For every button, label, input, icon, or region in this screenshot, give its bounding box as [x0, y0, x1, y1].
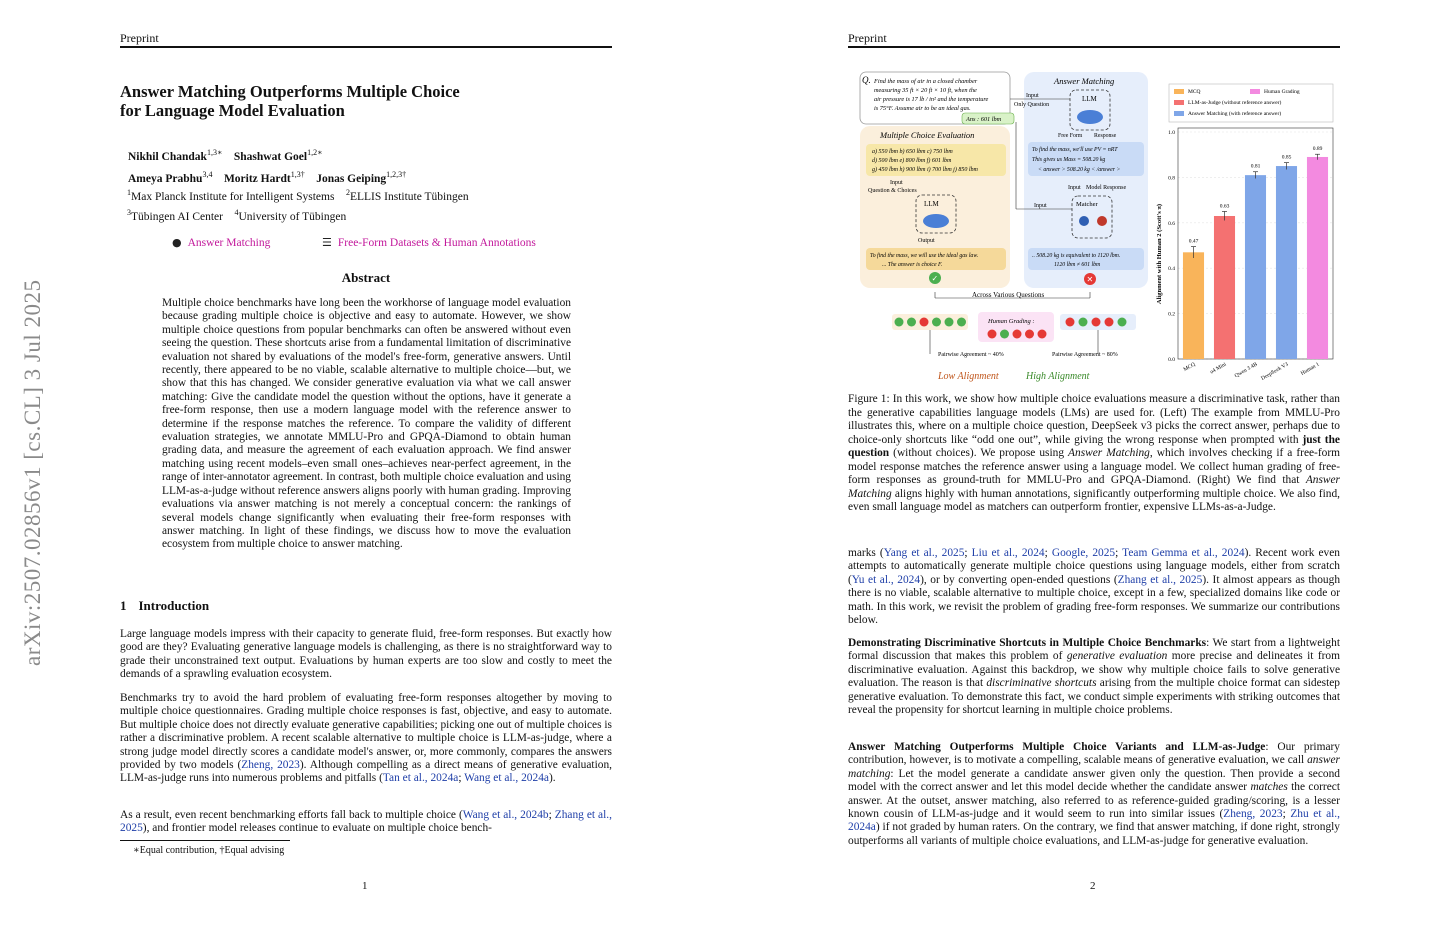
citation-link[interactable]: Zhu et al., 2024a: [848, 808, 1340, 834]
body-paragraph: [848, 547, 1340, 627]
bar: [1245, 175, 1266, 359]
running-head: Preprint: [848, 31, 887, 45]
bar: [1183, 252, 1204, 359]
mc-output-line: ... The answer is choice F.: [882, 262, 943, 268]
am-input-label: Input: [1026, 93, 1039, 99]
citation-link[interactable]: Yang et al., 2025: [883, 547, 965, 559]
alignment-chart: [1156, 84, 1333, 382]
legend-entry: MCQ: [1188, 89, 1201, 95]
data-label: 0.89: [1312, 146, 1323, 153]
question-line: is 75°F. Assume air to be an ideal gas.: [874, 105, 971, 112]
bold-run: Demonstrating Discriminative Shortcuts in Multiple Choice Benchmarks: [848, 637, 1207, 649]
check-icon: [1000, 330, 1009, 339]
abstract-text: Multiple choice benchmarks have long been the workhorse of language model evaluation because grading multiple choice is objective and easy to automate. However, we show multiple choice questions from popular benchmarks can often be answered without even seeing the question. These shortcuts arise from a fundamental limitation of discriminative evaluation not shared by evaluations of the model's free-form, generative answers. Until recently, there appeared to be no viable, scalable alternative to multiple choice—but, we show that this has changed. We consider generative evaluation via what we call answer matching: Give the candidate model the question without the options, have it generate a free-form response, then use a modern language model with the reference answer to determine if the response matches the reference. To compare the validity of different evaluation strategies, we annotate MMLU-Pro and GPQA-Diamond to obtain human grading data, and measure the agreement of each evaluation approach. We find answer matching using recent models–even small ones–achieves near-perfect agreement, in the range of inter-annotator agreement. In contrast, both multiple choice evaluation and using LLM-as-a-judge without reference answers aligns poorly with human grading. Improving evaluations via answer matching is not merely a conceptual concern: the rankings of several models change significantly when evaluating their free-form responses with answer matching. In light of these findings, we discuss how to move the evaluation ecosystem from multiple choice to answer matching.: [162, 297, 571, 551]
text-run: more precise and delineates it from discriminative evaluation. Against this backdrop, we show why multiple choice fails to solve generative evaluation. The reason is that: [848, 650, 1340, 690]
data-label: 0.85: [1281, 154, 1292, 161]
cross-icon: [920, 318, 929, 327]
bar: [1214, 216, 1235, 359]
italic-run: Answer Matching: [1068, 447, 1150, 459]
across-questions-label: Across Various Questions: [972, 291, 1045, 299]
y-tick-label: 0.2: [1168, 311, 1175, 318]
footnote: ∗Equal contribution, †Equal advising: [133, 845, 285, 856]
citation-link[interactable]: Wang et al., 2024a: [464, 772, 549, 785]
mc-input-desc: Question & Choices: [868, 188, 917, 194]
figure-diagram: [860, 72, 1148, 382]
mc-option-line: a) 550 lbm b) 650 lbm c) 750 lbm: [872, 149, 953, 155]
data-label: 0.81: [1250, 163, 1261, 170]
check-icon: [945, 318, 954, 327]
matcher-output-line: .. 508.20 kg is equivalent to 1120 lbm.: [1032, 253, 1121, 259]
citation-link[interactable]: Google, 2025: [1051, 547, 1116, 559]
text-run: ;: [1115, 547, 1123, 559]
question-label: Q.: [862, 75, 871, 85]
author-name: Shashwat Goel: [233, 150, 308, 163]
x-tick-label: MCQ: [1182, 361, 1197, 373]
title-line-1: Answer Matching Outperforms Multiple Choice: [120, 82, 460, 101]
italic-run: generative evaluation: [1066, 650, 1168, 663]
mc-option-line: d) 500 lbm e) 800 lbm f) 601 lbm: [872, 158, 952, 164]
x-tick-label: DeepSeek V3: [1260, 361, 1290, 382]
text-run: : Let the model generate a candidate answer given only the question. Then provide a second model with the correct answer and let this model decide whether the candidate answer: [848, 767, 1340, 794]
link-label[interactable]: Answer Matching: [187, 237, 271, 249]
page-number: 2: [1090, 880, 1096, 892]
text-run: ). It almost appears as though there is no viable, scalable alternative to multiple choice, except in a few, specialized domains like code or math. In this work, we revisit the problem of grading free-form responses. We summarize our contributions below.: [848, 573, 1341, 627]
running-head: Preprint: [120, 31, 159, 45]
svg-text:✓: ✓: [931, 274, 939, 283]
italic-run: Answer Matching: [848, 474, 1340, 500]
pairwise-low-label: Pairwise Agreement ~ 40%: [938, 352, 1004, 358]
text-run: ) if not graded by human raters. On the contrary, we find that answer matching, if done right, strongly outperforms all variants of multiple choice evaluations, and LLM-as-judge for generative evaluation.: [848, 821, 1340, 847]
question-line: measuring 35 ft × 20 ft × 10 ft, when the: [874, 87, 977, 94]
model-response-label: Model Response: [1086, 185, 1127, 191]
mc-option-line: g) 450 lbm h) 900 lbm i) 700 lbm j) 850 lbm: [872, 167, 978, 173]
text-run: aligns highly with human annotations, significantly outperforming multiple choice. We also find, even small language model as matchers can outperform frontier, expensive LLMs-as-a-Judge.: [848, 487, 1340, 513]
question-line: Find the mass of air in a closed chamber: [874, 78, 978, 85]
legend-swatch: [1174, 111, 1184, 116]
human-grading-label: Human Grading :: [988, 318, 1035, 325]
affiliation: Max Planck Institute for Intelligent Systems: [131, 190, 335, 203]
data-label: 0.63: [1219, 203, 1230, 210]
text-run: the correct answer. At the outset, answer matching, also referred to as reference-guided grading/scoring, is a lesser known cousin of LLM-as-judge and it would seem to run into similar issues (: [848, 781, 1340, 821]
contribution-paragraph-2: [848, 741, 1340, 848]
am-response-line: < answer > 508.20 kg < /answer >: [1038, 167, 1121, 173]
affil-mark: 2: [345, 188, 350, 197]
matcher-label: Matcher: [1076, 201, 1098, 208]
author-name: Jonas Geiping: [316, 172, 387, 185]
cross-icon: [1038, 330, 1047, 339]
answer-tag-text: Ans : 601 lbm: [966, 116, 1002, 123]
author-affil-mark: 3,4: [202, 169, 213, 179]
affiliation: Tübingen AI Center: [131, 210, 223, 223]
text-run: , which involves checking if a free-form model response matches the reference answer using a language model. We collect human grading of free-form responses as ground-truth for MMLU-Pro and GPQA-Diamond. (Right) We find that: [848, 447, 1340, 486]
author-affil-mark: 1,3†: [290, 169, 305, 179]
y-tick-label: 0.8: [1168, 175, 1175, 182]
matcher-output-line: 1120 lbm ≠ 601 lbm: [1054, 262, 1101, 268]
svg-text:✕: ✕: [1086, 275, 1094, 284]
matcher-input-label: Input: [1034, 203, 1047, 209]
text-run: marks (: [848, 547, 884, 559]
whale-icon: [923, 214, 949, 228]
text-run: (without choices). We propose using: [889, 447, 1069, 459]
x-tick-label: Qwen 3 4B: [1233, 361, 1259, 380]
intro-paragraph-3: As a result, even recent benchmarking efforts fall back to multiple choice (Wang et al., 2024b; Zhang et al., 2025), and frontier model releases continue to evaluate on multiple choice bench-: [120, 809, 612, 835]
legend-entry: Answer Matching (with reference answer): [1188, 111, 1282, 117]
am-llm-label: LLM: [1082, 95, 1097, 103]
y-tick-label: 0.6: [1168, 220, 1175, 227]
x-tick-label: o4 Mini: [1209, 361, 1228, 376]
text-run: ;: [964, 547, 972, 559]
mc-title: Multiple Choice Evaluation: [880, 130, 975, 140]
bar: [1276, 166, 1297, 359]
cross-icon: [1092, 318, 1101, 327]
bar: [1307, 157, 1328, 359]
page-number: 1: [362, 880, 368, 892]
high-alignment-label: High Alignment: [1026, 371, 1090, 382]
italic-run: discriminative shortcuts: [986, 677, 1097, 690]
mc-output-label: Output: [918, 238, 935, 244]
cross-icon: [988, 330, 997, 339]
cross-icon: [1066, 318, 1075, 327]
affil-mark: 4: [234, 207, 239, 217]
am-input-desc: Only Question: [1014, 102, 1050, 108]
am-response-line: This gives us Mass = 508.20 kg: [1032, 157, 1106, 163]
legend-entry: Human Grading: [1264, 89, 1300, 95]
text-run: Figure 1: In this work, we show how multiple choice evaluations measure a discriminative task, rather than the generative capabilities language models (LMs) are used for. (Left) The example from MMLU-Pro illustrates this, where on a multiple choice question, DeepSeek v3 picks the correct answer, perhaps due to choice-only shortcuts like “odd one out”, while giving the wrong response when prompted with: [848, 393, 1340, 446]
am-response-line: To find the mass, we'll use PV = nRT: [1032, 147, 1118, 153]
citation-link[interactable]: Liu et al., 2024: [971, 547, 1045, 559]
cross-icon: [1013, 330, 1022, 339]
whale-icon: [1077, 110, 1103, 124]
arxiv-identifier[interactable]: arXiv:2507.02856v1 [cs.CL] 3 Jul 2025: [20, 279, 45, 666]
person-icon: [1079, 216, 1089, 226]
question-line: air pressure is 17 lb / in² and the temperature: [874, 96, 989, 103]
text-run: ), or by converting open-ended questions (: [920, 573, 1118, 586]
citation-link[interactable]: Team Gemma et al., 2024: [1122, 547, 1245, 559]
contribution-paragraph-1: [848, 637, 1340, 717]
mc-output-line: To find the mass, we will use the ideal gas law.: [870, 253, 979, 259]
response-label: Response: [1094, 133, 1117, 139]
am-title: Answer Matching: [1054, 76, 1115, 86]
legend-swatch: [1174, 100, 1184, 105]
author-name: Ameya Prabhu: [128, 172, 203, 185]
check-icon: [895, 318, 904, 327]
free-form-label: Free Form: [1058, 133, 1083, 139]
citation-link[interactable]: Tan et al., 2024a: [382, 772, 459, 785]
legend-swatch: [1250, 89, 1260, 94]
legend-swatch: [1174, 89, 1184, 94]
figure-1: [858, 68, 1342, 390]
mc-llm-label: LLM: [924, 200, 939, 208]
text-run: arising from the multiple choice format can sidestep generative evaluation. To demonstrate this fact, we conduct simple experiments with striking outcomes that reveal the propensity for shortcut learning in multiple choice problems.: [848, 677, 1340, 717]
figure-caption: [848, 393, 1340, 515]
section-title: Introduction: [138, 598, 210, 613]
mc-input-label: Input: [890, 180, 903, 186]
abstract-heading: Abstract: [341, 270, 391, 285]
citation-link[interactable]: Wang et al., 2024b: [462, 809, 549, 821]
low-alignment-label: Low Alignment: [938, 371, 999, 382]
citation-link[interactable]: Zheng, 2023: [1223, 808, 1283, 821]
citation-link[interactable]: Zhang et al., 2025: [120, 809, 612, 835]
text-run: : We start from a lightweight formal discussion that makes this problem of: [848, 637, 1340, 663]
author-name: Moritz Hardt: [223, 172, 291, 185]
italic-run: matches: [1250, 781, 1288, 794]
affil-mark: 1: [127, 188, 131, 197]
y-tick-label: 0.4: [1168, 266, 1175, 273]
person-icon: [1097, 216, 1107, 226]
citation-link[interactable]: Zheng, 2023: [241, 759, 300, 772]
text-run: ). Recent work even attempts to automatically generate multiple choice questions using language models, either from scratch (: [848, 547, 1341, 586]
section-number: 1: [120, 598, 127, 613]
check-icon: [1118, 318, 1127, 327]
y-axis-label: Alignment with Human 2 (Scott's π): [1156, 203, 1163, 305]
check-icon: [932, 318, 941, 327]
text-run: ;: [1044, 547, 1052, 559]
affiliation: ELLIS Institute Tübingen: [349, 190, 469, 203]
legend-entry: LLM-as-Judge (without reference answer): [1188, 100, 1282, 106]
cross-icon: [1105, 318, 1114, 327]
citation-link[interactable]: Yu et al., 2024: [851, 573, 921, 586]
text-run: : Our primary contribution, however, is to motivate a compelling, scalable means of generative evaluation, we call: [848, 741, 1340, 767]
am-input-label-2: Input: [1068, 185, 1081, 191]
header-rule: [848, 46, 1340, 48]
cross-icon: [1025, 330, 1034, 339]
check-icon: [957, 318, 966, 327]
x-tick-label: Human 1: [1299, 361, 1321, 377]
y-tick-label: 1.0: [1168, 130, 1175, 136]
database-icon: ☰: [322, 236, 332, 249]
title-line-2: for Language Model Evaluation: [120, 101, 345, 120]
bold-run: Answer Matching Outperforms Multiple Choice Variants and LLM-as-Judge: [848, 741, 1266, 753]
affiliation: University of Tübingen: [238, 210, 347, 223]
affil-mark: 3: [127, 207, 131, 217]
bold-run: just the question: [848, 433, 1340, 459]
author-affil-mark: 1,3∗: [206, 148, 223, 157]
intro-paragraph-1: Large language models impress with their capacity to generate fluid, free-form responses. But exactly how good are they? Evaluating generative language models is challenging, as there is no straightforward way to grade their unconstrained text output. Evaluations by human experts are too slow and costly to meet the demands of a sprawling evaluation ecosystem.: [120, 628, 612, 681]
citation-link[interactable]: Zhang et al., 2025: [1117, 573, 1203, 586]
data-label: 0.47: [1188, 238, 1199, 245]
intro-paragraph-2: Benchmarks try to avoid the hard problem of evaluating free-form responses altogether by moving to multiple choice questionnaires. Grading multiple choice responses is fast, objective, and easy to automate. But multiple choice does not directly evaluate generative capabilities; picking one out of multiple choices is rather a discriminative problem. A recent scalable alternative to multiple choice is LLM-as-judge, where a strong judge model directly scores a candidate model's answer, or, more commonly, compares the answers provided by two models (Zheng, 2023). Although compelling as a direct means of generative evaluation, LLM-as-judge runs into numerous problems and pitfalls (Tan et al., 2024a; Wang et al., 2024a).: [120, 692, 612, 785]
github-icon: ●: [172, 236, 182, 249]
author-affil-mark: 1,2∗: [307, 148, 323, 157]
check-icon: [907, 318, 916, 327]
link-label[interactable]: Free-Form Datasets & Human Annotations: [337, 237, 536, 249]
author-name: Nikhil Chandak: [128, 150, 207, 163]
author-affil-mark: 1,2,3†: [386, 169, 407, 179]
italic-run: answer matching: [848, 754, 1340, 780]
check-icon: [1079, 318, 1088, 327]
text-run: ;: [1282, 808, 1291, 821]
y-tick-label: 0.0: [1168, 357, 1175, 363]
pairwise-high-label: Pairwise Agreement ~ 80%: [1052, 352, 1118, 358]
